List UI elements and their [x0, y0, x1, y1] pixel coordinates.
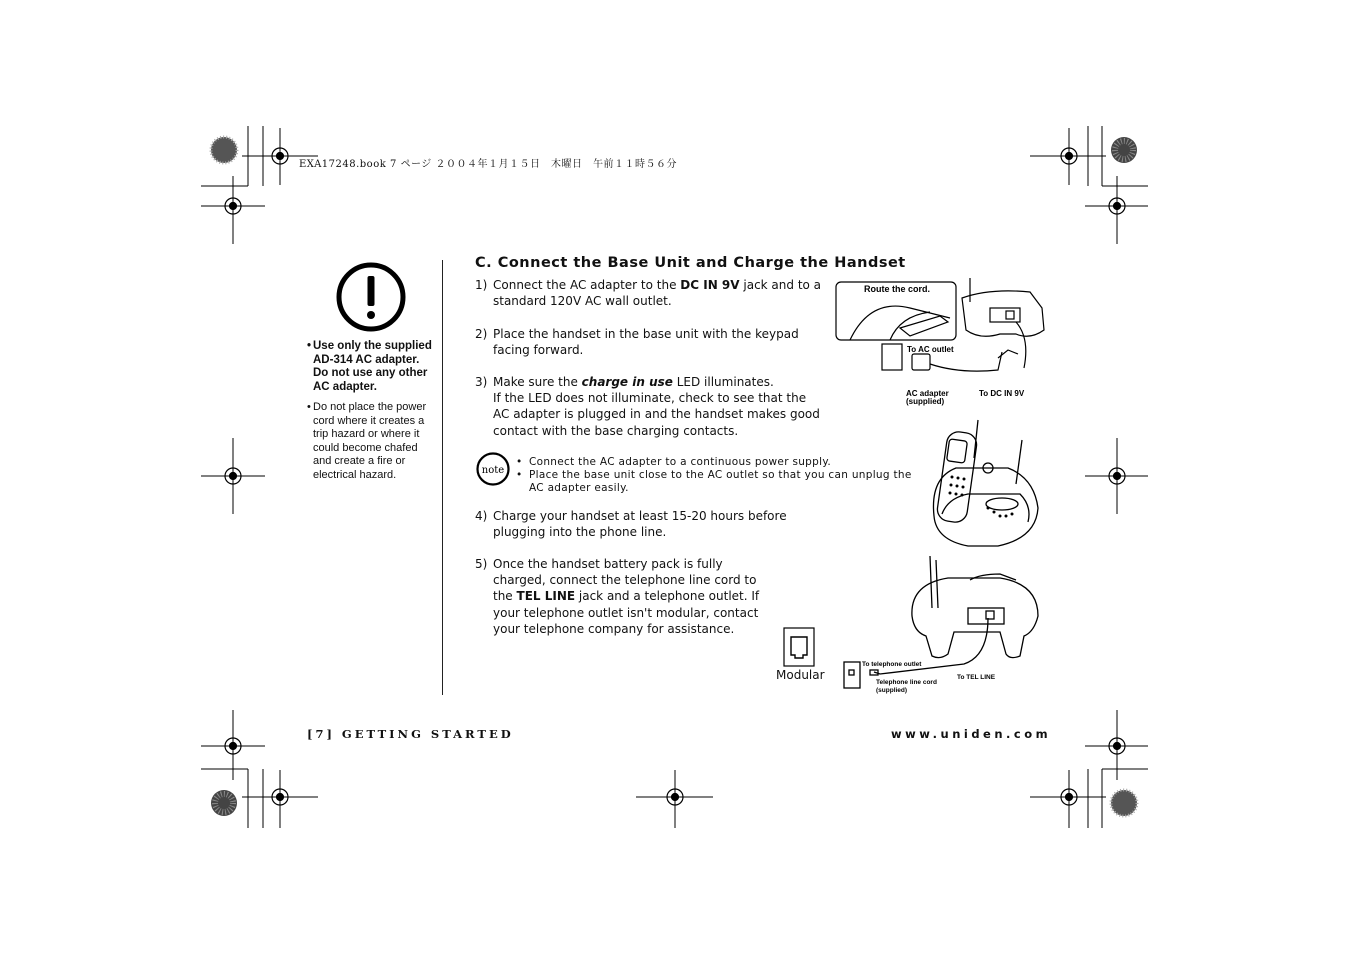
to-ac-outlet-label: To AC outlet	[907, 345, 954, 354]
adapter-body	[912, 354, 930, 370]
to-dc-in-label: To DC IN 9V	[979, 389, 1025, 398]
step-number: 3)	[475, 375, 488, 389]
wall-outlet	[882, 344, 902, 370]
bullet-icon: •	[307, 401, 311, 413]
note-item	[516, 469, 916, 495]
step-text: jack and a telephone outlet. If your telephone outlet isn't modular, contact your telephone company for assistance.	[493, 589, 760, 636]
note-list	[516, 456, 916, 494]
warning-note-normal	[307, 401, 435, 483]
modular-label: Modular	[776, 668, 825, 682]
warning-note-bold	[307, 340, 435, 394]
note-item	[516, 456, 916, 469]
step-number: 4)	[475, 509, 488, 523]
step-1	[475, 277, 825, 309]
step-number: 5)	[475, 557, 488, 571]
step-text: jack and to a standard 120V AC wall outlet.	[493, 278, 822, 309]
step-2	[475, 326, 815, 358]
step-text: LED illuminates.	[672, 375, 774, 389]
step-text: Charge your handset at least 15-20 hours before plugging into the phone line.	[493, 509, 787, 540]
step-number: 1)	[475, 278, 488, 292]
handset-in-base-illustration	[928, 418, 1044, 552]
step-text-extra: If the LED does not illuminate, check to see that the AC adapter is plugged in and the handset makes good contact with the base charging contacts.	[493, 391, 820, 438]
ac-adapter-diagram	[830, 278, 1060, 408]
step-text: Once the handset battery pack is fully charged, connect the telephone line cord to the	[493, 557, 757, 604]
step-text: Make sure the	[493, 375, 582, 389]
tel-line-diagram	[840, 556, 1046, 696]
route-cord-label: Route the cord.	[864, 284, 931, 294]
step-number: 2)	[475, 327, 488, 341]
bullet-icon: •	[516, 456, 523, 468]
step-text: Place the handset in the base unit with the keypad facing forward.	[493, 327, 799, 358]
warning-note-normal-text: Do not place the power cord where it creates a trip hazard or where it could become chafed and create a fire or electrical hazard.	[313, 401, 427, 481]
modular-jack-icon	[783, 627, 815, 667]
to-tel-line-label: To TEL LINE	[957, 674, 996, 681]
note-icon	[476, 452, 510, 486]
jack-label: TEL LINE	[516, 589, 576, 604]
footer-section: [7] GETTING STARTED	[307, 727, 514, 741]
warning-icon	[336, 262, 406, 332]
step-text: Connect the AC adapter to the	[493, 278, 681, 292]
note-text: Place the base unit close to the AC outlet so that you can unplug the AC adapter easily.	[529, 468, 912, 494]
bullet-icon: •	[516, 468, 523, 481]
file-info-header: EXA17248.book 7 ページ ２００４年１月１５日 木曜日 午前１１時５６分	[299, 159, 677, 170]
ac-adapter-supplied-label: (supplied)	[906, 397, 945, 406]
warning-note-bold-text: Use only the supplied AD-314 AC adapter. Do not use any other AC adapter.	[313, 340, 432, 393]
column-divider	[442, 260, 443, 695]
step-5	[475, 556, 767, 637]
footer-website: www.uniden.com	[891, 727, 1052, 741]
note-text: Connect the AC adapter to a continuous power supply.	[529, 456, 831, 468]
step-4	[475, 508, 805, 540]
bullet-icon: •	[307, 340, 312, 352]
jack-label: DC IN 9V	[680, 278, 740, 292]
tel-line-cord-supplied-label: (supplied)	[876, 687, 908, 694]
step-3	[475, 374, 825, 439]
led-label: charge in use	[581, 375, 673, 389]
note-icon-label: note	[481, 465, 505, 476]
tel-line-cord-label: Telephone line cord	[876, 679, 937, 686]
ac-adapter-label: AC adapter	[906, 389, 949, 398]
to-tel-outlet-label: To telephone outlet	[862, 661, 922, 668]
section-title: C. Connect the Base Unit and Charge the Handset	[475, 255, 906, 271]
